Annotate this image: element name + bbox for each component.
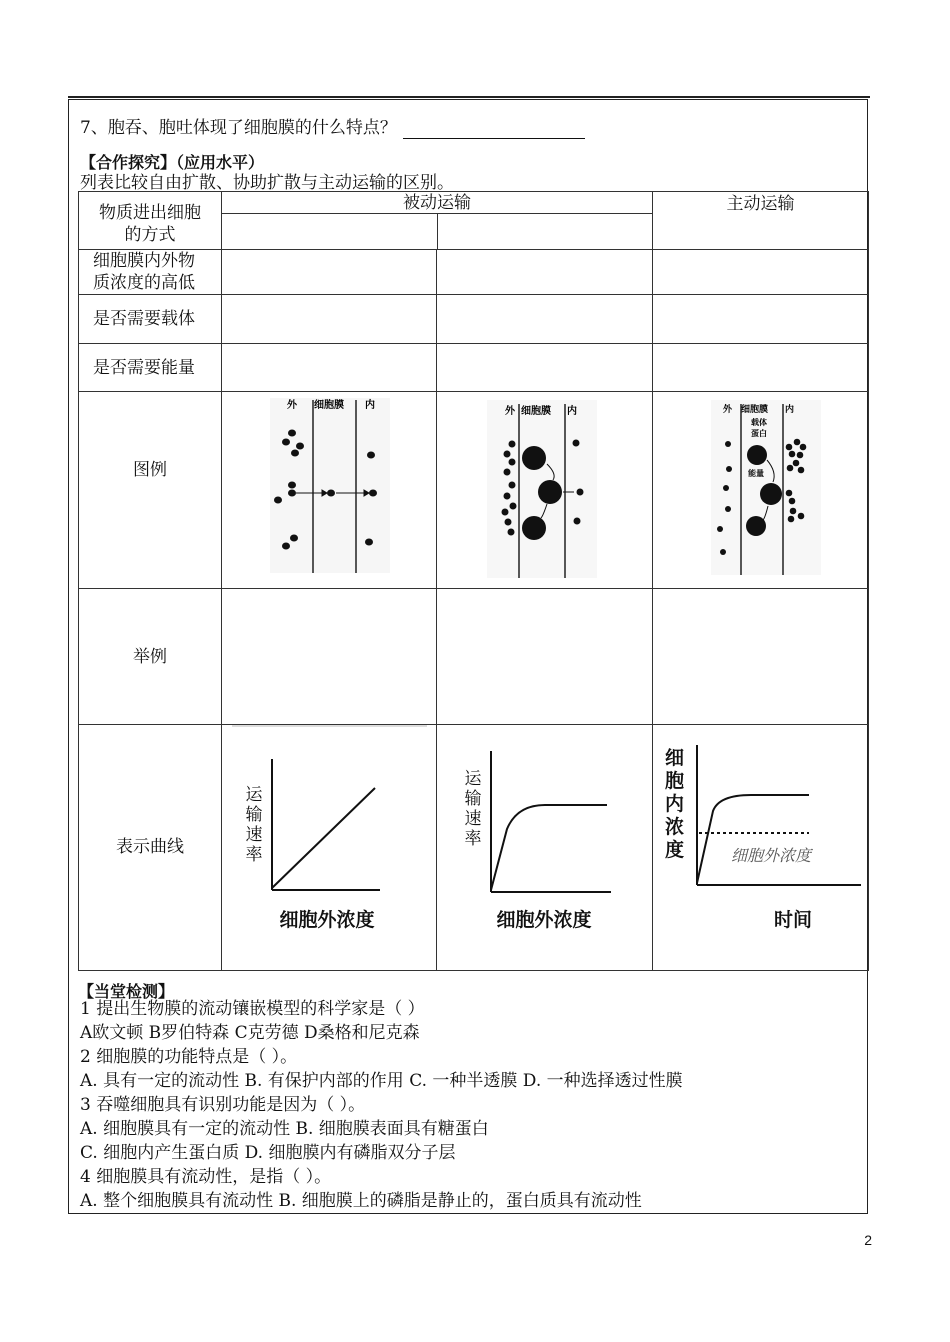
cell-blank[interactable] [437, 295, 653, 344]
curve-linear-cell [222, 725, 437, 971]
page-number: 2 [864, 1232, 872, 1248]
header-method [79, 192, 222, 250]
curve2-xlabel: 细胞外浓度 [496, 909, 592, 931]
cell-blank[interactable] [653, 344, 869, 392]
label-outside: 外 [505, 406, 515, 417]
ylabel-char: 胞 [665, 770, 685, 792]
section-check-title: 【当堂检测】 [78, 982, 175, 1001]
table-row [79, 589, 869, 725]
header-method-line1: 物质进出细胞 [99, 203, 201, 223]
cell-blank[interactable] [222, 589, 437, 725]
row-diagram: 图例 [79, 392, 222, 589]
row-example: 举例 [79, 589, 222, 725]
cell-blank[interactable] [653, 589, 869, 725]
row-concentration [79, 250, 222, 295]
cell-blank[interactable] [437, 250, 653, 295]
curve3-axes [691, 739, 866, 889]
time-curve [697, 795, 812, 883]
free-diffusion-diagram [222, 392, 437, 583]
header-active: 主动运输 [653, 192, 869, 250]
curve1-xlabel: 细胞外浓度 [279, 909, 375, 931]
section-coop-instruction: 列表比较自由扩散、协助扩散与主动运输的区别。 [80, 173, 454, 193]
ylabel-char: 细 [665, 747, 685, 769]
cell-blank[interactable] [653, 295, 869, 344]
label-membrane: 细胞膜 [314, 400, 344, 411]
curve3-ylabel [665, 747, 683, 862]
curve-linear [222, 725, 436, 970]
label-outside: 外 [287, 400, 297, 411]
curve1-ylabel [245, 785, 263, 865]
linear-curve [272, 788, 375, 888]
answer-blank[interactable] [403, 120, 585, 139]
table-row [79, 250, 869, 295]
cell-blank[interactable] [222, 250, 437, 295]
section-coop-title: 【合作探究】（应用水平） [80, 153, 265, 172]
question-7-text: 7、胞吞、胞吐体现了细胞膜的什么特点？ [80, 118, 397, 138]
curve1-axes [262, 755, 382, 895]
curve2-axes [485, 745, 615, 895]
row-carrier: 是否需要载体 [79, 295, 222, 344]
header-method-line2: 的方式 [124, 225, 176, 245]
label-outside: 外 [723, 405, 733, 415]
label-carrier-2: 蛋白 [751, 429, 767, 438]
row-concentration-line2: 质浓度的高低 [93, 273, 195, 293]
comparison-table [78, 191, 869, 971]
cell-blank[interactable] [222, 295, 437, 344]
ylabel-char: 运 [464, 769, 482, 789]
active-transport-diagram [653, 392, 869, 583]
curve2-ylabel [464, 769, 482, 849]
ylabel-char: 速 [245, 825, 263, 845]
row-energy: 是否需要能量 [79, 344, 222, 392]
check-line-2: A欧文顿 B罗伯特森 C克劳德 D桑格和尼克森 [80, 1023, 420, 1043]
curve3-ref-label: 细胞外浓度 [731, 846, 812, 865]
diagram-facilitated-cell [437, 392, 653, 589]
cell-blank[interactable] [437, 589, 653, 725]
ylabel-char: 度 [665, 839, 685, 861]
check-line-5: 3 吞噬细胞具有识别功能是因为（ ）。 [80, 1095, 366, 1115]
check-line-6: A. 细胞膜具有一定的流动性 B. 细胞膜表面具有糖蛋白 [80, 1119, 489, 1139]
curve-time [653, 725, 868, 970]
faint-top-rule [232, 725, 427, 727]
cell-blank[interactable] [222, 344, 437, 392]
header-passive [222, 192, 653, 250]
label-inside: 内 [567, 406, 577, 417]
facilitated-diffusion-diagram [437, 392, 653, 583]
table-row [79, 392, 869, 589]
row-curve: 表示曲线 [79, 725, 222, 971]
label-inside: 内 [785, 405, 795, 415]
header-rule [68, 96, 870, 98]
check-line-8: 4 细胞膜具有流动性，是指（ ）。 [80, 1167, 332, 1187]
passive-sub-free[interactable] [222, 214, 438, 249]
label-membrane: 细胞膜 [741, 405, 769, 415]
table-row [79, 344, 869, 392]
check-line-1: 1 提出生物膜的流动镶嵌模型的科学家是（ ） [80, 999, 425, 1019]
label-carrier-1: 载体 [751, 418, 767, 427]
ylabel-char: 内 [665, 793, 685, 815]
label-inside: 内 [365, 400, 375, 411]
ylabel-char: 运 [245, 785, 263, 805]
question-7 [80, 117, 585, 139]
curve-saturating-cell [437, 725, 653, 971]
check-line-9: A. 整个细胞膜具有流动性 B. 细胞膜上的磷脂是静止的，蛋白质具有流动性 [80, 1191, 642, 1211]
ylabel-char: 率 [464, 829, 482, 849]
table-row [79, 192, 869, 250]
curve3-xlabel: 时间 [773, 909, 812, 931]
ylabel-char: 速 [464, 809, 482, 829]
header-passive-label: 被动运输 [222, 192, 652, 214]
ylabel-char: 输 [464, 789, 482, 809]
ylabel-char: 浓 [665, 816, 685, 838]
saturating-curve [491, 805, 607, 890]
check-line-4: A. 具有一定的流动性 B. 有保护内部的作用 C. 一种半透膜 D. 一种选择透过性膜 [80, 1071, 683, 1091]
cell-blank[interactable] [437, 344, 653, 392]
check-line-3: 2 细胞膜的功能特点是（ ）。 [80, 1047, 298, 1067]
ylabel-char: 率 [245, 845, 263, 865]
cell-blank[interactable] [653, 250, 869, 295]
label-membrane: 细胞膜 [521, 406, 551, 417]
check-line-7: C. 细胞内产生蛋白质 D. 细胞膜内有磷脂双分子层 [80, 1143, 456, 1163]
passive-subcells [222, 214, 652, 249]
row-concentration-line1: 细胞膜内外物 [93, 251, 195, 271]
table-row [79, 295, 869, 344]
diagram-active-cell [653, 392, 869, 589]
passive-sub-facilitated[interactable] [438, 214, 652, 249]
ylabel-char: 输 [245, 805, 263, 825]
label-energy: 能量 [748, 469, 764, 478]
table-row [79, 725, 869, 971]
curve-time-cell [653, 725, 869, 971]
curve-saturating [437, 725, 652, 970]
diagram-free-diffusion-cell [222, 392, 437, 589]
